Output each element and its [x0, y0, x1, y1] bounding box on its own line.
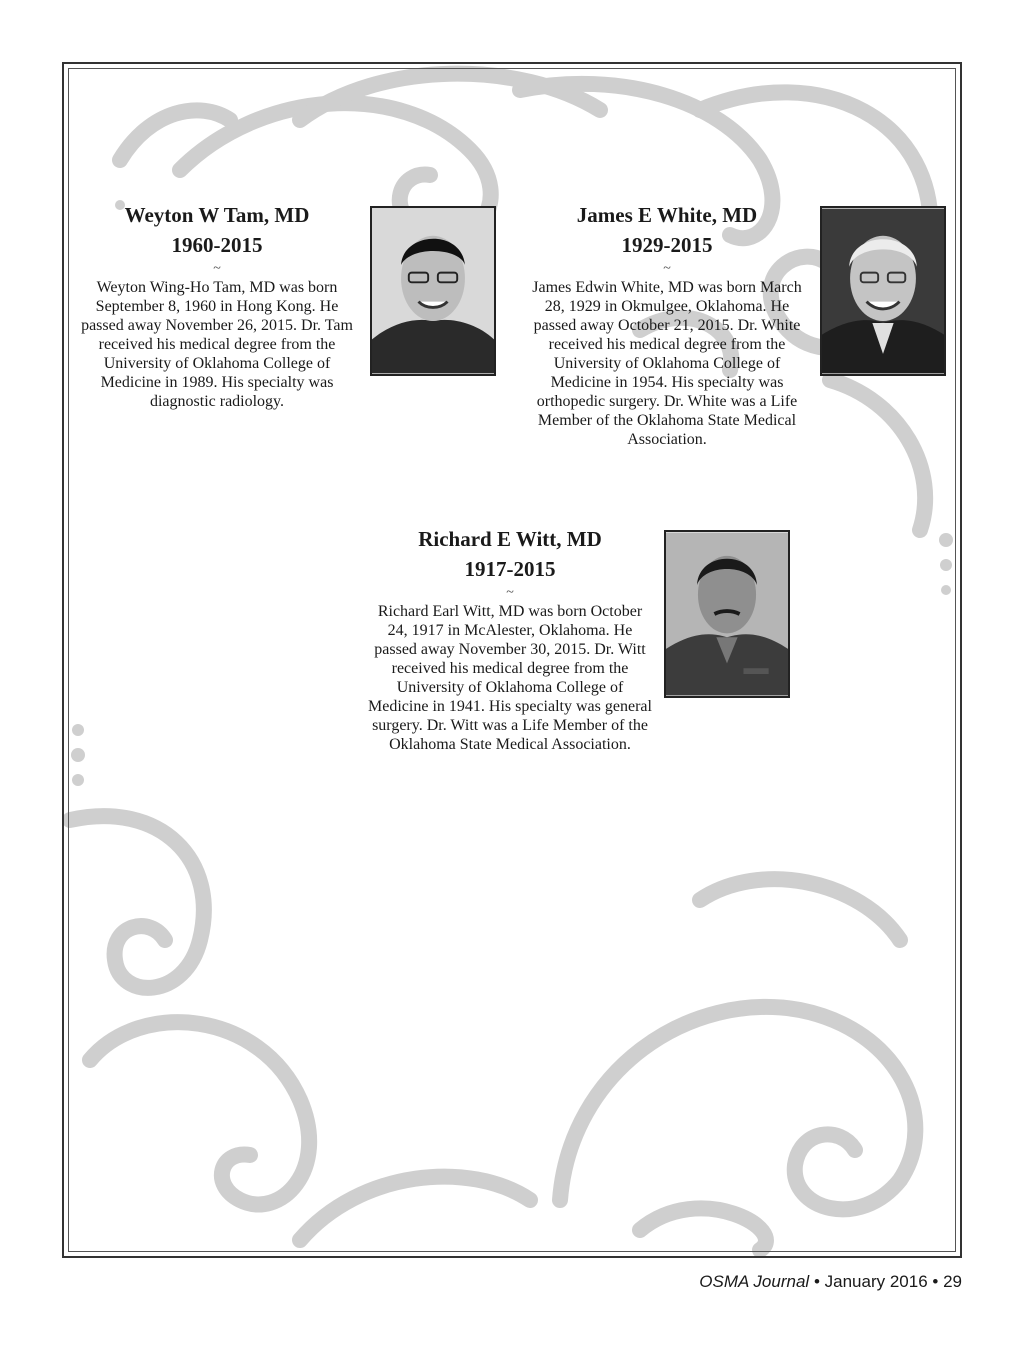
obituary-name: Weyton W Tam, MD: [124, 203, 310, 227]
obituary-separator: ~: [506, 585, 514, 600]
footer-journal: OSMA Journal: [699, 1272, 810, 1291]
footer-page-number: 29: [943, 1272, 962, 1291]
footer-bullet: •: [813, 1272, 820, 1291]
obituary-bio: Weyton Wing-Ho Tam, MD was born September 8, 1960 in Hong Kong. He passed away November 26, 2015. Dr. Tam received his medical degree from the University of Oklahoma College of Medicine in 1989. His specialty was diagnostic radiology.: [81, 279, 353, 410]
obituary-bio: Richard Earl Witt, MD was born October 24, 1917 in McAlester, Oklahoma. He passed away November 30, 2015. Dr. Witt received his medical degree from the University of Oklahoma College of Medicine in 1941. His specialty was general surgery. Dr. Witt was a Life Member of the Oklahoma State Medical Association.: [368, 603, 652, 753]
portrait-photo-tam: [370, 206, 496, 376]
obituary-years: 1917-2015: [464, 557, 556, 581]
obituary-years: 1929-2015: [621, 233, 713, 257]
obituary-white: [528, 200, 806, 449]
obituary-separator: ~: [213, 261, 221, 276]
obituary-years: 1960-2015: [171, 233, 263, 257]
obituary-separator: ~: [663, 261, 671, 276]
obituary-name: James E White, MD: [576, 203, 758, 227]
footer-date: January 2016: [824, 1272, 928, 1291]
portrait-photo-witt: [664, 530, 790, 698]
page-footer: [699, 1272, 962, 1292]
obituary-name: Richard E Witt, MD: [418, 527, 602, 551]
footer-bullet: •: [932, 1272, 939, 1291]
obituary-tam: [78, 200, 356, 411]
obituary-witt: [368, 524, 652, 754]
obituary-bio: James Edwin White, MD was born March 28, 1929 in Okmulgee, Oklahoma. He passed away October 21, 2015. Dr. White received his medical degree from the University of Oklahoma College of Medicine in 1954. His specialty was orthopedic surgery. Dr. White was a Life Member of the Oklahoma State Medical Association.: [532, 279, 802, 448]
portrait-photo-white: [820, 206, 946, 376]
